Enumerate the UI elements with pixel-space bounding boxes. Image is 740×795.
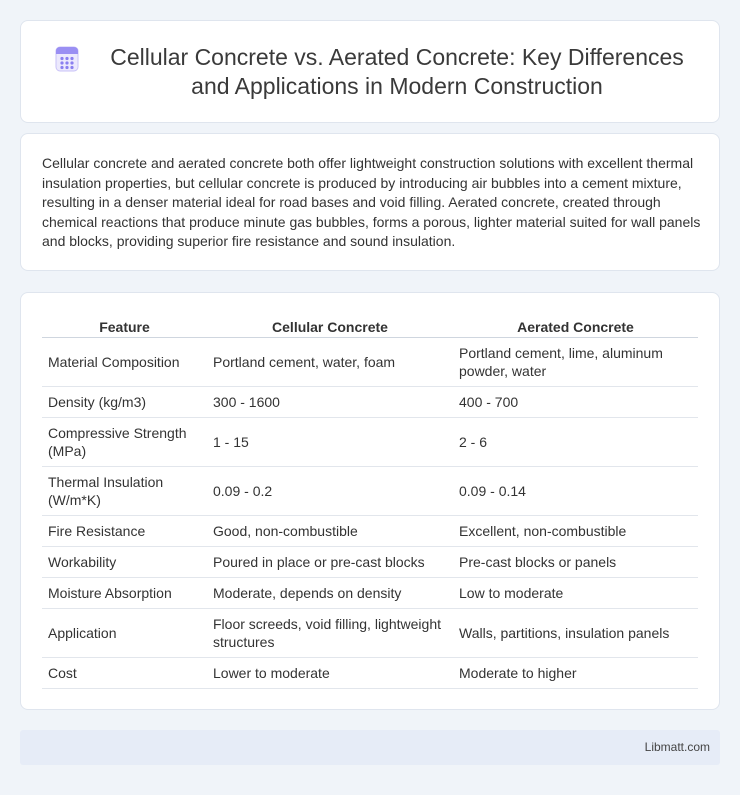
header-feature: Feature [42,315,207,337]
table-row [42,515,698,546]
feature-cell: Compressive Strength (MPa) [42,417,207,466]
footer-brand-link[interactable]: Libmatt.com [644,740,710,754]
intro-paragraph: Cellular concrete and aerated concrete both offer lightweight construction solutions with excellent thermal insulation properties, but cellular concrete is produced by introducing air bubbles into a cement mixture, resulting in a denser material ideal for road bases and void filling. Aerated concrete, created through chemical reactions that produce minute gas bubbles, forms a porous, lighter material suited for wall panels and blocks, providing superior fire resistance and sound insulation. [42,155,701,249]
aerated-cell: Excellent, non-combustible [453,515,698,546]
cellular-cell: Poured in place or pre-cast blocks [207,546,453,577]
table-row [42,546,698,577]
comparison-table [42,315,698,689]
cellular-cell: Floor screeds, void filling, lightweight structures [207,608,453,657]
feature-cell: Workability [42,546,207,577]
title-card [20,20,720,123]
aerated-cell: Moderate to higher [453,657,698,688]
cellular-cell: Good, non-combustible [207,515,453,546]
table-header-row [42,315,698,337]
feature-cell: Material Composition [42,337,207,386]
aerated-cell: 0.09 - 0.14 [453,466,698,515]
feature-cell: Fire Resistance [42,515,207,546]
aerated-cell: 2 - 6 [453,417,698,466]
cellular-cell: 300 - 1600 [207,386,453,417]
table-row [42,608,698,657]
footer-bar [20,730,720,765]
table-row [42,417,698,466]
header-cellular-concrete: Cellular Concrete [207,315,453,337]
page-title: Cellular Concrete vs. Aerated Concrete: Key Differences and Applications in Modern Construction [110,44,684,99]
table-row [42,337,698,386]
table-row [42,386,698,417]
aerated-cell: Portland cement, lime, aluminum powder, water [453,337,698,386]
comparison-table-card [20,292,720,710]
aerated-cell: Low to moderate [453,577,698,608]
feature-cell: Application [42,608,207,657]
cellular-cell: 1 - 15 [207,417,453,466]
cellular-cell: Lower to moderate [207,657,453,688]
header-aerated-concrete: Aerated Concrete [453,315,698,337]
feature-cell: Moisture Absorption [42,577,207,608]
aerated-cell: Walls, partitions, insulation panels [453,608,698,657]
cellular-cell: 0.09 - 0.2 [207,466,453,515]
cellular-cell: Portland cement, water, foam [207,337,453,386]
feature-cell: Thermal Insulation (W/m*K) [42,466,207,515]
aerated-cell: Pre-cast blocks or panels [453,546,698,577]
cellular-cell: Moderate, depends on density [207,577,453,608]
table-row [42,577,698,608]
feature-cell: Cost [42,657,207,688]
table-row [42,657,698,688]
feature-cell: Density (kg/m3) [42,386,207,417]
aerated-cell: 400 - 700 [453,386,698,417]
intro-card [20,133,720,271]
table-row [42,466,698,515]
